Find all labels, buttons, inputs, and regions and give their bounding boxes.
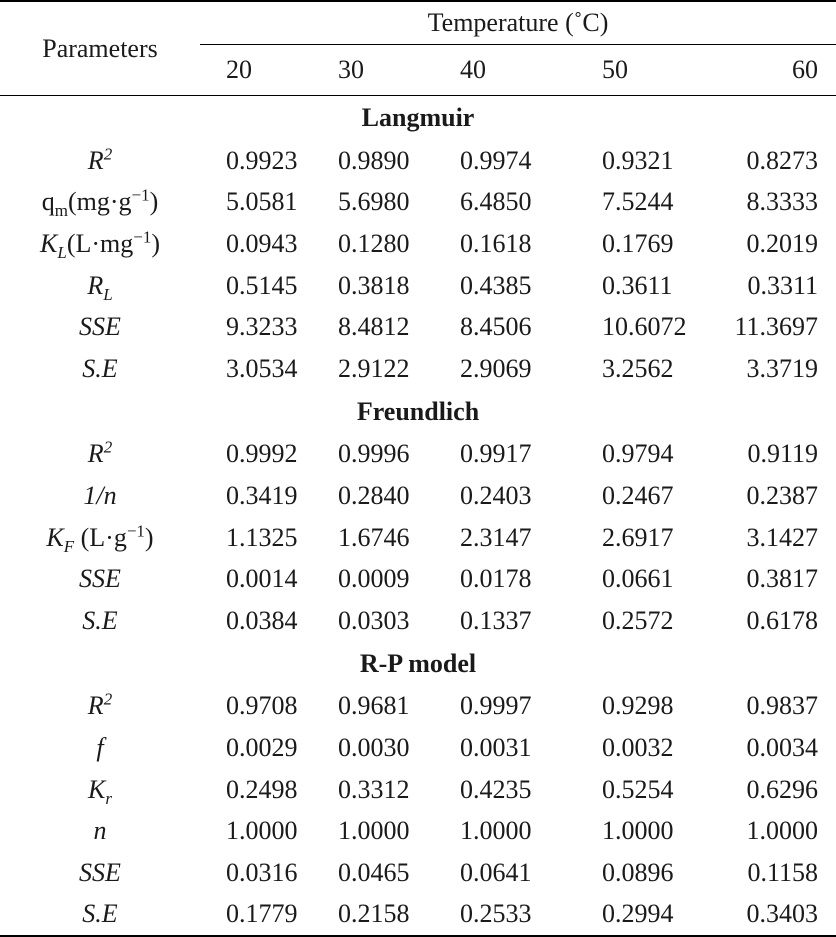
parameter-symbol: n bbox=[93, 816, 107, 846]
value-cell: 0.4385 bbox=[460, 270, 532, 300]
value-cell: 0.1769 bbox=[602, 228, 674, 258]
parameter-subscript: L bbox=[57, 243, 67, 263]
parameter-cell bbox=[0, 686, 200, 728]
parameter-cell bbox=[0, 769, 200, 811]
table-row bbox=[0, 434, 836, 476]
temperature-30-header: 30 bbox=[320, 45, 442, 96]
temperature-40-header: 40 bbox=[442, 45, 576, 96]
parameter-unit: (mg·g bbox=[67, 187, 132, 217]
value-cell: 8.3333 bbox=[746, 187, 818, 217]
value-cell: 0.9992 bbox=[226, 439, 298, 469]
value-cell: 1.1325 bbox=[226, 522, 298, 552]
value-cell: 0.2498 bbox=[226, 774, 298, 804]
value-cell: 2.9122 bbox=[338, 353, 410, 383]
value-cell: 0.0034 bbox=[746, 732, 818, 762]
value-cell: 0.0641 bbox=[460, 857, 532, 887]
parameter-cell bbox=[0, 140, 200, 182]
parameter-superscript: −1 bbox=[126, 520, 145, 540]
parameter-symbol: SSE bbox=[79, 857, 121, 887]
value-cell: 5.0581 bbox=[226, 187, 298, 217]
table-row bbox=[0, 727, 836, 769]
parameter-cell bbox=[0, 558, 200, 600]
parameter-superscript: 2 bbox=[103, 689, 113, 709]
parameter-symbol: f bbox=[96, 732, 104, 762]
parameter-cell bbox=[0, 810, 200, 852]
parameter-symbol: K bbox=[88, 774, 106, 804]
value-cell: 0.0031 bbox=[460, 732, 532, 762]
section-header-row bbox=[0, 96, 836, 141]
value-cell: 3.0534 bbox=[226, 353, 298, 383]
parameter-symbol: S.E bbox=[82, 899, 118, 929]
parameter-cell bbox=[0, 600, 200, 642]
value-cell: 0.2019 bbox=[746, 228, 818, 258]
value-cell: 0.9890 bbox=[338, 145, 410, 175]
value-cell: 0.0384 bbox=[226, 605, 298, 635]
value-cell: 0.2994 bbox=[576, 894, 712, 937]
value-cell: 11.3697 bbox=[734, 312, 818, 342]
value-cell: 0.1779 bbox=[200, 894, 320, 937]
table-row bbox=[0, 265, 836, 307]
value-cell: 5.6980 bbox=[338, 187, 410, 217]
value-cell: 3.3719 bbox=[746, 353, 818, 383]
table-row bbox=[0, 306, 836, 348]
value-cell: 1.0000 bbox=[226, 816, 298, 846]
value-cell: 0.1280 bbox=[338, 228, 410, 258]
value-cell: 0.0465 bbox=[338, 857, 410, 887]
parameter-symbol: q bbox=[41, 187, 55, 217]
table-row bbox=[0, 852, 836, 894]
section-title: Freundlich bbox=[356, 396, 480, 426]
parameter-symbol: K bbox=[46, 522, 64, 552]
value-cell: 0.9837 bbox=[746, 691, 818, 721]
value-cell: 0.0014 bbox=[226, 564, 298, 594]
value-cell: 0.3419 bbox=[226, 480, 298, 510]
table-row bbox=[0, 558, 836, 600]
value-cell: 0.9923 bbox=[226, 145, 298, 175]
value-cell: 0.5145 bbox=[226, 270, 298, 300]
parameter-superscript: −1 bbox=[131, 185, 150, 205]
parameter-subscript: L bbox=[103, 284, 113, 304]
parameter-cell bbox=[0, 182, 200, 224]
value-cell: 2.3147 bbox=[460, 522, 532, 552]
parameter-symbol: SSE bbox=[79, 564, 121, 594]
parameter-symbol: R bbox=[87, 439, 104, 469]
parameter-subscript: F bbox=[63, 536, 75, 556]
parameter-cell bbox=[0, 517, 200, 559]
value-cell: 3.2562 bbox=[602, 353, 674, 383]
value-cell: 0.9681 bbox=[338, 691, 410, 721]
table-body bbox=[0, 1, 836, 936]
value-cell: 0.3611 bbox=[602, 270, 673, 300]
parameter-cell bbox=[0, 434, 200, 476]
parameter-unit-close: ) bbox=[149, 187, 159, 217]
value-cell: 0.9996 bbox=[338, 439, 410, 469]
value-cell: 8.4506 bbox=[460, 312, 532, 342]
value-cell: 0.9974 bbox=[460, 145, 532, 175]
value-cell: 0.0303 bbox=[338, 605, 410, 635]
value-cell: 0.5254 bbox=[602, 774, 674, 804]
table-row bbox=[0, 348, 836, 390]
section-header-row bbox=[0, 642, 836, 686]
value-cell: 0.3818 bbox=[338, 270, 410, 300]
value-cell: 8.4812 bbox=[338, 312, 410, 342]
parameter-symbol: R bbox=[87, 270, 104, 300]
value-cell: 0.2840 bbox=[338, 480, 410, 510]
table-row bbox=[0, 686, 836, 728]
value-cell: 0.3817 bbox=[746, 564, 818, 594]
value-cell: 0.2467 bbox=[602, 480, 674, 510]
value-cell: 2.9069 bbox=[460, 353, 532, 383]
value-cell: 0.9321 bbox=[602, 145, 674, 175]
value-cell: 0.1618 bbox=[460, 228, 532, 258]
value-cell: 0.0896 bbox=[602, 857, 674, 887]
parameter-symbol: S.E bbox=[82, 353, 118, 383]
section-title: R-P model bbox=[359, 648, 477, 678]
parameter-cell bbox=[0, 727, 200, 769]
table-row bbox=[0, 894, 836, 937]
value-cell: 0.3312 bbox=[338, 774, 410, 804]
table-row bbox=[0, 769, 836, 811]
value-cell: 0.0029 bbox=[226, 732, 298, 762]
parameter-superscript: 2 bbox=[103, 144, 113, 164]
value-cell: 0.2387 bbox=[746, 480, 818, 510]
value-cell: 1.0000 bbox=[338, 816, 410, 846]
value-cell: 0.0009 bbox=[338, 564, 410, 594]
value-cell: 0.3311 bbox=[747, 270, 818, 300]
value-cell: 2.6917 bbox=[602, 522, 674, 552]
parameter-subscript: m bbox=[54, 201, 68, 221]
parameter-cell bbox=[0, 265, 200, 307]
section-title: Langmuir bbox=[361, 103, 475, 132]
value-cell: 0.0178 bbox=[460, 564, 532, 594]
table-row bbox=[0, 600, 836, 642]
temperature-50-header: 50 bbox=[576, 45, 712, 96]
value-cell: 0.8273 bbox=[746, 145, 818, 175]
value-cell: 0.0030 bbox=[338, 732, 410, 762]
value-cell: 0.6296 bbox=[746, 774, 818, 804]
value-cell: 0.9997 bbox=[460, 691, 532, 721]
parameter-cell bbox=[0, 894, 200, 937]
value-cell: 3.1427 bbox=[746, 522, 818, 552]
value-cell: 1.0000 bbox=[602, 816, 674, 846]
value-cell: 1.6746 bbox=[338, 522, 410, 552]
parameter-cell bbox=[0, 348, 200, 390]
value-cell: 0.9298 bbox=[602, 691, 674, 721]
value-cell: 10.6072 bbox=[602, 312, 687, 342]
parameter-symbol: SSE bbox=[79, 312, 121, 342]
value-cell: 0.0316 bbox=[226, 857, 298, 887]
value-cell: 0.6178 bbox=[746, 605, 818, 635]
value-cell: 0.2403 bbox=[460, 480, 532, 510]
parameter-cell bbox=[0, 475, 200, 517]
table-row bbox=[0, 140, 836, 182]
value-cell: 0.0943 bbox=[226, 228, 298, 258]
value-cell: 0.9794 bbox=[602, 439, 674, 469]
value-cell: 0.1158 bbox=[747, 857, 818, 887]
temperature-header: Temperature (˚C) bbox=[200, 2, 836, 45]
value-cell: 0.9119 bbox=[747, 439, 818, 469]
parameter-symbol: S.E bbox=[82, 605, 118, 635]
table-row bbox=[0, 810, 836, 852]
value-cell: 0.2533 bbox=[442, 894, 576, 937]
value-cell: 0.0032 bbox=[602, 732, 674, 762]
temperature-60-header: 60 bbox=[712, 45, 836, 96]
temperature-20-header: 20 bbox=[200, 45, 320, 96]
parameter-unit-close: ) bbox=[144, 522, 154, 552]
parameter-unit: (L·g bbox=[74, 522, 127, 552]
parameter-superscript: −1 bbox=[133, 227, 152, 247]
value-cell: 6.4850 bbox=[460, 187, 532, 217]
parameter-cell bbox=[0, 306, 200, 348]
value-cell: 1.0000 bbox=[460, 816, 532, 846]
value-cell: 0.0661 bbox=[602, 564, 674, 594]
value-cell: 7.5244 bbox=[602, 187, 674, 217]
table-row bbox=[0, 517, 836, 559]
value-cell: 0.9917 bbox=[460, 439, 532, 469]
value-cell: 0.1337 bbox=[460, 605, 532, 635]
value-cell: 0.9708 bbox=[226, 691, 298, 721]
parameter-symbol: 1/n bbox=[83, 480, 117, 510]
value-cell: 0.3403 bbox=[712, 894, 836, 937]
value-cell: 9.3233 bbox=[226, 312, 298, 342]
parameter-symbol: K bbox=[40, 228, 58, 258]
table-row bbox=[0, 475, 836, 517]
table-row bbox=[0, 182, 836, 224]
table-row bbox=[0, 223, 836, 265]
value-cell: 1.0000 bbox=[746, 816, 818, 846]
parameter-subscript: r bbox=[105, 788, 112, 808]
parameter-cell bbox=[0, 223, 200, 265]
header-row-1 bbox=[0, 2, 836, 45]
parameter-unit-close: ) bbox=[151, 228, 160, 258]
parameter-symbol: R bbox=[87, 691, 104, 721]
value-cell: 0.2572 bbox=[602, 605, 674, 635]
parameter-unit: (L·mg bbox=[66, 228, 134, 258]
section-header-row bbox=[0, 390, 836, 434]
value-cell: 0.4235 bbox=[460, 774, 532, 804]
parameter-superscript: 2 bbox=[103, 437, 113, 457]
parameters-header: Parameters bbox=[0, 2, 200, 96]
value-cell: 0.2158 bbox=[320, 894, 442, 937]
parameter-cell bbox=[0, 852, 200, 894]
parameter-symbol: R bbox=[87, 145, 104, 175]
